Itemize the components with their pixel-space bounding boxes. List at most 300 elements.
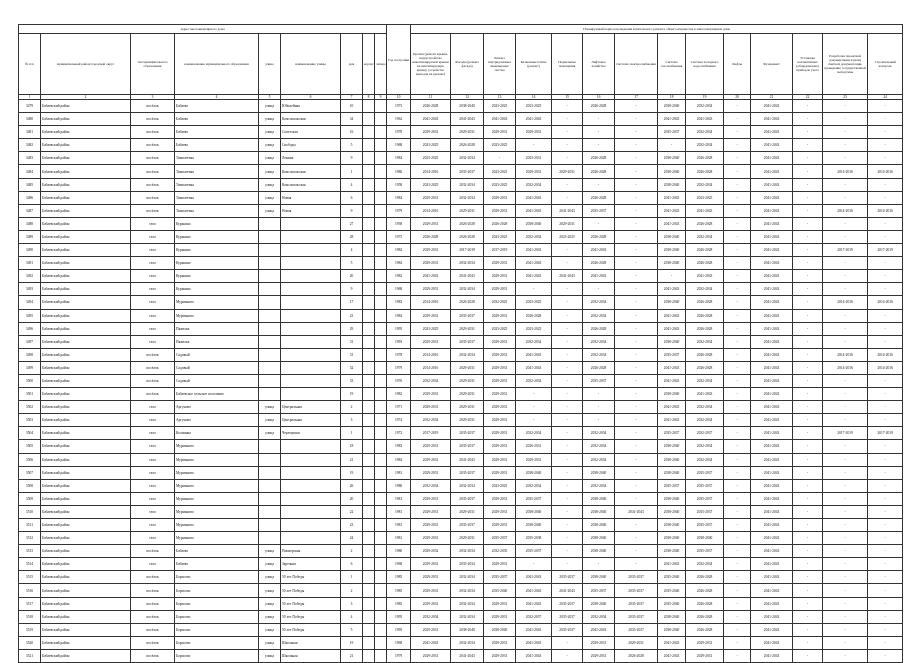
table-cell: 2032-2034 [516,230,552,243]
table-cell: 3513 [19,545,41,558]
table-cell: 2029-2031 [411,257,451,270]
table-cell: 2029-2031 [484,126,516,139]
table-cell [375,322,387,335]
table-cell: 2041-2043 [751,374,793,387]
table-cell: улица [259,623,281,636]
table-cell: 2017-2019 [411,427,451,440]
table-cell [259,374,281,387]
table-cell: - [615,113,658,126]
table-cell: Ленина [281,152,341,165]
table-cell: Бабаево [175,558,259,571]
table-cell: 3499 [19,361,41,374]
table-cell [281,532,341,545]
table-cell: 50 лет Победы [281,584,341,597]
table-cell: - [823,558,868,571]
table-cell: 2041-2043 [751,519,793,532]
table-cell [375,244,387,257]
table-cell: - [724,649,751,662]
column-number: 19 [686,95,724,100]
table-cell: 2041-2043 [686,204,724,217]
table-cell [281,388,341,401]
table-cell: Бабаевский район [41,479,131,492]
table-cell: 2035-2037 [451,492,484,505]
table-cell: 2029-2031 [583,649,615,662]
table-cell [363,505,375,518]
column-number: 1 [19,95,41,100]
table-cell [363,257,375,270]
table-cell: 2041-2043 [516,623,552,636]
table-cell: - [615,440,658,453]
table-cell: посёлок [131,388,175,401]
table-cell: 2038-2040 [658,178,686,191]
table-cell: - [552,492,583,505]
table-cell [281,244,341,257]
table-cell: 2026-2028 [583,165,615,178]
table-cell: 32 [341,361,363,374]
table-cell: 2023-2025 [516,296,552,309]
column-header: Фасады (ремонт фасада) [451,34,484,95]
table-cell: 2041-2043 [451,270,484,283]
table-row [19,571,903,584]
table-cell: - [868,230,903,243]
table-cell: 3495 [19,309,41,322]
table-cell: 2041-2043 [751,492,793,505]
table-cell [375,178,387,191]
table-row [19,453,903,466]
table-row [19,230,903,243]
table-cell [363,139,375,152]
table-cell: 2041-2043 [658,401,686,414]
table-cell: посёлок [131,152,175,165]
column-number: 15 [552,95,583,100]
table-cell: 2035-2037 [484,571,516,584]
table-cell: Бабаевский район [41,505,131,518]
table-cell: Тимпатевка [175,178,259,191]
table-cell: - [823,649,868,662]
table-cell: 6 [341,191,363,204]
table-cell: улица [259,545,281,558]
table-cell: 31 [341,348,363,361]
table-cell: 2041-2043 [751,545,793,558]
table-cell: Бабаевский район [41,427,131,440]
table-cell: 1983 [387,440,411,453]
table-cell: 1984 [387,309,411,322]
table-cell: 2026-2028 [686,152,724,165]
table-cell: - [552,388,583,401]
table-cell: - [615,361,658,374]
table-cell: 1972 [387,427,411,440]
table-cell: - [724,427,751,440]
table-cell: - [615,374,658,387]
table-cell: 20 [341,492,363,505]
table-cell: - [552,361,583,374]
table-cell: 2041-2043 [751,296,793,309]
table-cell: 3504 [19,427,41,440]
table-cell: село [131,230,175,243]
table-cell: - [868,374,903,387]
table-cell: 1981 [387,532,411,545]
table-cell: 3493 [19,283,41,296]
column-number: 3 [131,95,175,100]
table-cell: - [552,139,583,152]
table-cell: 2026-2028 [686,165,724,178]
table-cell: 2029-2031 [516,165,552,178]
table-cell: 2032-2034 [686,283,724,296]
table-cell [363,571,375,584]
table-cell: улица [259,139,281,152]
table-cell [281,283,341,296]
table-cell: Бабаевский район [41,649,131,662]
table-cell: - [552,519,583,532]
table-cell: - [823,571,868,584]
table-cell: 1978 [387,126,411,139]
table-cell: 2026-2028 [583,230,615,243]
table-cell: 3511 [19,519,41,532]
document-page [18,24,894,663]
table-cell: - [615,401,658,414]
table-cell: - [793,414,823,427]
table-cell: Бабаевский район [41,532,131,545]
table-row [19,191,903,204]
table-cell: 2029-2031 [451,126,484,139]
table-cell: - [793,427,823,440]
table-cell: - [793,545,823,558]
table-cell: 3490 [19,244,41,257]
table-cell: 2029-2031 [484,374,516,387]
table-cell: 2038-2040 [658,100,686,113]
table-row [19,165,903,178]
table-cell: - [868,270,903,283]
table-cell: 3485 [19,178,41,191]
table-cell: 3502 [19,401,41,414]
table-cell: Комсомольская [281,165,341,178]
table-cell: 2014-2016 [868,296,903,309]
table-cell: 2029-2031 [484,597,516,610]
table-cell: Бабаевский район [41,178,131,191]
table-cell: 2038-2040 [451,623,484,636]
table-cell [363,283,375,296]
table-cell: Свободы [281,139,341,152]
table-cell: 2029-2031 [516,453,552,466]
table-cell: Мурманово [175,519,259,532]
table-cell: 3479 [19,100,41,113]
table-cell: 2041-2043 [751,230,793,243]
table-cell: 2041-2043 [751,100,793,113]
table-cell: - [868,505,903,518]
table-cell: Бабаевский район [41,545,131,558]
table-cell: - [793,374,823,387]
table-cell: - [823,335,868,348]
table-cell: - [724,348,751,361]
table-cell: Бабаевский район [41,453,131,466]
table-cell: 1976 [387,374,411,387]
table-cell: Бабаевский район [41,113,131,126]
table-cell: Бабаевский район [41,584,131,597]
table-cell: - [793,204,823,217]
table-cell: улица [259,152,281,165]
table-cell: - [793,348,823,361]
table-cell: Школьная [281,636,341,649]
table-cell [259,296,281,309]
table-cell: 2038-2040 [658,257,686,270]
table-cell: Бабаевский район [41,230,131,243]
table-cell: - [793,230,823,243]
table-cell: 2041-2043 [451,113,484,126]
table-cell: - [516,401,552,414]
table-cell: 2032-2034 [516,335,552,348]
table-cell: - [615,191,658,204]
table-cell [375,257,387,270]
table-cell: - [583,401,615,414]
table-cell: 2029-2031 [516,126,552,139]
table-row [19,649,903,662]
table-cell: 2035-2037 [686,492,724,505]
table-cell: 1975 [387,230,411,243]
table-cell [259,532,281,545]
table-cell: 2041-2043 [516,191,552,204]
table-cell: Бабаевский район [41,571,131,584]
table-cell: - [868,322,903,335]
table-cell: - [868,610,903,623]
table-cell: - [724,165,751,178]
table-cell: 2041-2043 [751,178,793,191]
table-cell: 2029-2031 [484,453,516,466]
table-cell [363,152,375,165]
table-row [19,270,903,283]
table-cell: посёлок [131,204,175,217]
table-row [19,361,903,374]
table-cell: 26 [341,479,363,492]
table-row [19,100,903,113]
table-cell: 2038-2040 [658,623,686,636]
table-cell: 2026-2028 [615,649,658,662]
table-cell: - [823,545,868,558]
table-row [19,532,903,545]
table-cell: - [793,178,823,191]
table-cell: Садовый [175,361,259,374]
column-header: Балконные плиты (ремонт) [516,34,552,95]
table-cell: - [615,545,658,558]
table-cell: 2023-2025 [552,230,583,243]
table-cell: 2014-2016 [411,165,451,178]
table-cell: Школьная [281,649,341,662]
table-cell: - [793,636,823,649]
table-cell: 2017-2019 [868,427,903,440]
table-cell: 2041-2043 [751,113,793,126]
table-cell: 1984 [387,453,411,466]
table-cell: - [615,388,658,401]
table-cell: 2032-2034 [411,374,451,387]
table-cell [375,479,387,492]
table-cell: - [793,532,823,545]
table-cell [259,335,281,348]
address-group-header: Адрес многоквартирного дома [19,25,387,34]
table-cell: 3500 [19,374,41,387]
table-cell: 2029-2031 [484,492,516,505]
table-cell: Бабаево [175,100,259,113]
table-cell: 2014-2016 [823,348,868,361]
table-cell: 2032-2034 [411,610,451,623]
table-cell: 2041-2043 [411,113,451,126]
table-cell: - [724,191,751,204]
table-row [19,636,903,649]
table-row [19,505,903,518]
table-cell: село [131,427,175,440]
table-cell [375,361,387,374]
table-cell: 2023-2025 [484,165,516,178]
table-cell: 2026-2028 [451,296,484,309]
table-cell: - [724,571,751,584]
table-cell: 2026-2028 [583,361,615,374]
table-cell [375,414,387,427]
table-cell: Куракино [175,217,259,230]
table-cell [363,479,375,492]
table-cell: 3519 [19,623,41,636]
table-cell: 1993 [387,335,411,348]
table-cell: 2023-2025 [484,178,516,191]
table-cell: 2041-2043 [658,649,686,662]
table-cell: - [793,152,823,165]
table-cell: посёлок [131,191,175,204]
table-row [19,139,903,152]
table-cell: - [615,322,658,335]
table-cell: 4 [341,610,363,623]
table-cell: 2041-2043 [751,361,793,374]
table-cell: село [131,309,175,322]
table-cell: 2041-2043 [516,361,552,374]
table-cell: посёлок [131,584,175,597]
table-cell: 2014-2016 [823,296,868,309]
table-row [19,427,903,440]
table-cell: село [131,479,175,492]
table-cell [375,191,387,204]
table-cell: 2041-2043 [658,322,686,335]
table-cell: - [793,191,823,204]
table-cell: - [823,401,868,414]
table-cell: 9 [341,204,363,217]
table-cell: Бабаевский район [41,597,131,610]
table-cell: 2026-2028 [583,322,615,335]
table-cell: 2032-2034 [411,414,451,427]
table-cell: 50 лет Победы [281,597,341,610]
table-cell: - [823,322,868,335]
table-cell: - [823,414,868,427]
table-cell: 2035-2037 [615,610,658,623]
table-cell: Мурманово [175,453,259,466]
table-cell: 2026-2028 [411,100,451,113]
table-cell: 2038-2040 [658,532,686,545]
table-cell: - [793,283,823,296]
table-cell: 19 [341,388,363,401]
table-cell: село [131,558,175,571]
table-cell: Бабаевский район [41,270,131,283]
table-cell [281,453,341,466]
table-cell: село [131,492,175,505]
table-cell [363,230,375,243]
table-row [19,558,903,571]
table-cell: посёлок [131,100,175,113]
table-cell: - [615,296,658,309]
table-cell [375,388,387,401]
table-cell: 2029-2031 [484,636,516,649]
table-cell: 2038-2040 [658,440,686,453]
table-cell: 2032-2034 [451,191,484,204]
table-cell: 2038-2040 [583,532,615,545]
table-cell: 2035-2037 [583,584,615,597]
table-cell: - [516,139,552,152]
table-cell: 16 [341,126,363,139]
table-cell: 2029-2031 [686,636,724,649]
table-cell: - [823,597,868,610]
table-cell: 10 [341,100,363,113]
table-cell [363,217,375,230]
table-cell: 2032-2034 [516,374,552,387]
table-cell: - [516,414,552,427]
column-number: 17 [615,95,658,100]
table-cell: 2029-2031 [451,361,484,374]
table-cell: 2035-2037 [615,584,658,597]
table-cell: 19 [341,636,363,649]
table-cell: улица [259,571,281,584]
table-cell: 2029-2031 [411,505,451,518]
table-cell: 3503 [19,414,41,427]
table-cell: 2032-2034 [516,178,552,191]
table-cell: 2035-2037 [615,623,658,636]
table-cell: 1984 [387,244,411,257]
table-cell: - [552,545,583,558]
table-cell [363,649,375,662]
table-cell: 2032-2035 [484,545,516,558]
table-cell [281,466,341,479]
table-cell: 1962 [387,113,411,126]
table-cell: Бабаевский район [41,204,131,217]
column-header: Система электроснабжения [615,34,658,95]
table-cell: - [516,283,552,296]
table-cell [375,466,387,479]
table-cell: 9 [341,283,363,296]
table-cell: - [552,322,583,335]
table-cell: - [868,558,903,571]
table-row [19,283,903,296]
table-row [19,401,903,414]
table-cell: 2041-2043 [751,204,793,217]
table-cell: 5 [341,257,363,270]
table-cell: Бабаевский район [41,139,131,152]
table-cell: 1982 [387,388,411,401]
table-cell: - [583,113,615,126]
table-cell [363,492,375,505]
table-cell: 2029-2031 [411,584,451,597]
table-cell: 2017-2019 [823,427,868,440]
table-cell: Куракино [175,257,259,270]
table-cell: Аргуново [175,401,259,414]
table-cell: 2014-2016 [411,361,451,374]
table-row [19,479,903,492]
table-cell: посёлок [131,165,175,178]
table-cell [281,296,341,309]
table-cell: 3505 [19,440,41,453]
table-cell: - [615,532,658,545]
table-cell: 2014-2016 [868,204,903,217]
table-cell: Бабаевский район [41,126,131,139]
table-cell: - [658,139,686,152]
table-cell: 2035-2034 [451,558,484,571]
table-cell: - [615,152,658,165]
table-cell: 2041-2043 [658,414,686,427]
column-number: 18 [658,95,686,100]
table-cell: 2038-2040 [658,610,686,623]
table-cell: 2026-2028 [583,191,615,204]
